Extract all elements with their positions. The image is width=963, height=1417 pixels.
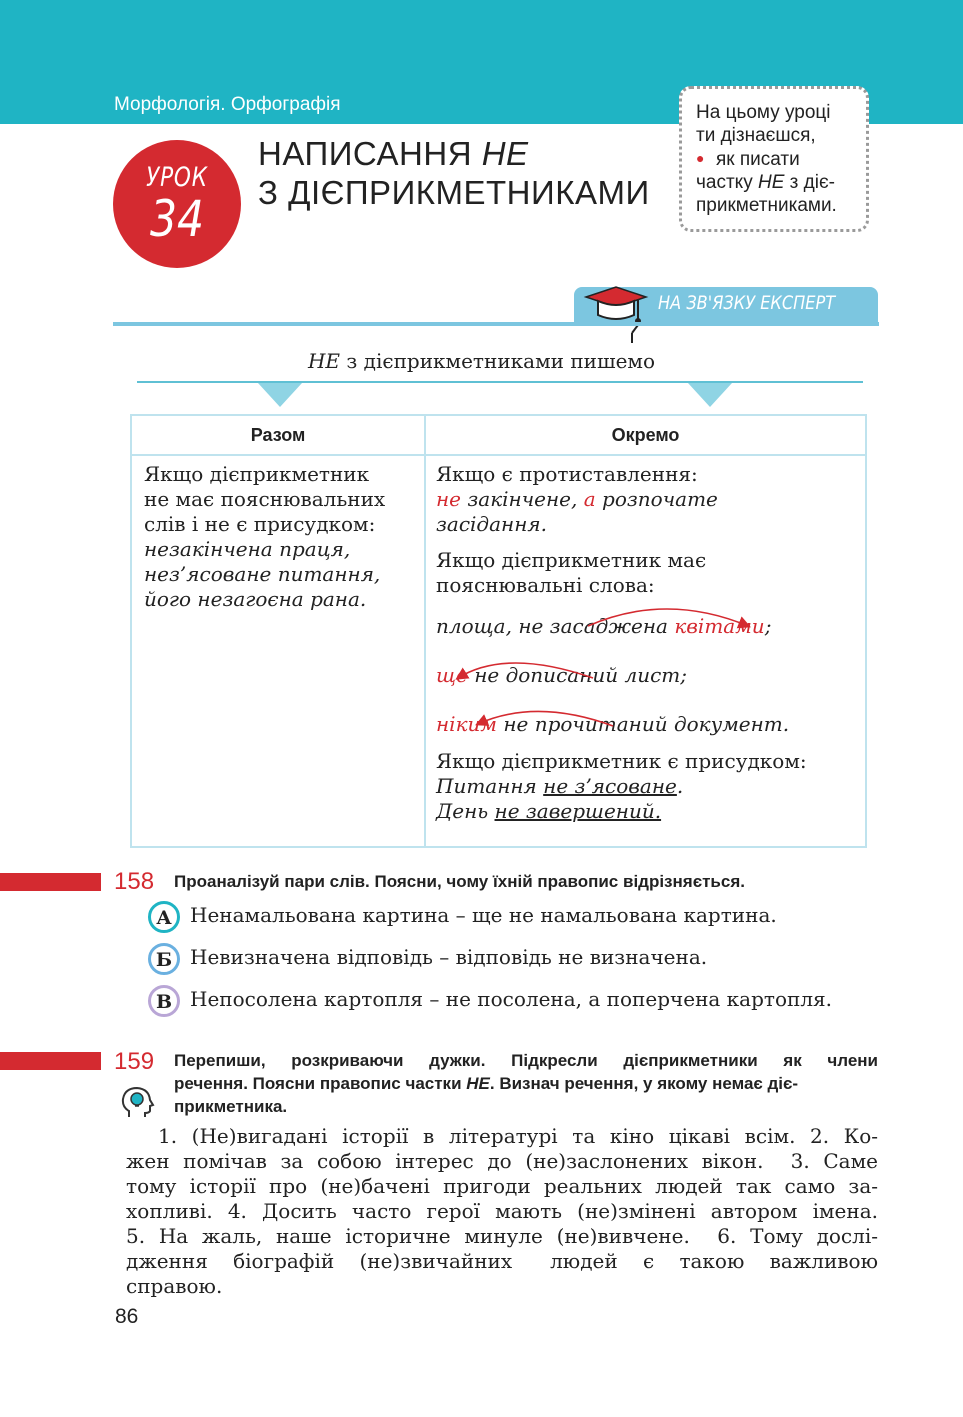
rule-highlight: квітами xyxy=(674,614,765,638)
graduation-cap-icon xyxy=(576,285,656,345)
arrow-down-icon xyxy=(688,383,732,407)
rule-highlight: а xyxy=(583,487,596,511)
option-letter-badge: А xyxy=(148,901,180,933)
goal-line: На цьому уроці xyxy=(696,102,831,123)
rule-highlight: не xyxy=(436,487,462,511)
exercise-line: 1. (Не)вигадані історії в літературі та кіно цікаві всім. 2. Ко- xyxy=(158,1124,878,1148)
exercise-line: жен помічав за собою інтерес до (не)заслонених вікон. 3. Саме xyxy=(126,1149,878,1173)
rule-example: Питання xyxy=(436,774,544,798)
rule-example: його незагоєна рана. xyxy=(144,587,367,611)
rule-example: не прочитаний документ. xyxy=(496,712,790,736)
arrow-icon xyxy=(588,609,748,626)
rule-example: . xyxy=(676,774,684,798)
rule-text: Якщо дієприкметник є присудком: xyxy=(436,749,807,773)
rule-title-text: з дієприкметниками пишемо xyxy=(340,349,656,373)
exercise-line: справою. xyxy=(126,1274,223,1298)
rule-text: Якщо дієприкметник має xyxy=(436,548,707,572)
exercise-marker xyxy=(0,873,101,891)
goal-line: ти дізнаєшся, xyxy=(696,125,816,146)
idea-head-icon xyxy=(119,1085,155,1121)
task-line: прикметника. xyxy=(174,1097,288,1116)
task-line: Перепиши, розкриваючи дужки. Підкресли дієприкметники як члени xyxy=(174,1051,878,1070)
expert-tab xyxy=(574,287,878,323)
rule-example: нез’ясоване питання, xyxy=(144,562,381,586)
page-number: 86 xyxy=(115,1305,139,1328)
dependency-arrows xyxy=(436,602,856,772)
goal-line: як писати xyxy=(716,149,800,170)
exercise-number: 159 xyxy=(114,1048,155,1075)
page-title xyxy=(258,134,650,212)
bullet-icon: ● xyxy=(696,150,705,166)
arrow-down-icon xyxy=(258,383,302,407)
goal-line: з діє- xyxy=(784,172,835,193)
rule-text: слів і не є присудком: xyxy=(144,512,376,536)
exercise-line: дження біографій (не)звичайних людей є такою важливою xyxy=(126,1249,878,1273)
rule-text: пояснювальні слова: xyxy=(436,573,655,597)
task-line: . Визнач речення, у якому немає діє- xyxy=(489,1074,799,1093)
goal-line: частку xyxy=(696,172,758,193)
option-letter-badge: В xyxy=(148,985,180,1017)
separate-cell xyxy=(425,455,866,847)
goal-line: прикметниками. xyxy=(696,195,837,216)
option-text: Ненамальована картина – ще не намальована картина. xyxy=(190,903,777,927)
rule-example: засідання. xyxy=(436,512,547,536)
goal-ne: НЕ xyxy=(757,172,785,193)
rule-example: не дописаний лист; xyxy=(467,663,687,687)
rule-title-ne: НЕ xyxy=(307,349,341,373)
title-ne: НЕ xyxy=(481,135,529,172)
exercise-number: 158 xyxy=(114,868,155,895)
title-part: НАПИСАННЯ xyxy=(258,135,482,172)
exercise-line: 5. На жаль, наше історичне минуле (не)вивчене. 6. Тому дослі- xyxy=(126,1224,878,1248)
lesson-goal-box xyxy=(679,86,869,232)
rule-example: незакінчена праця, xyxy=(144,537,351,561)
exercise-line: тому історії про (не)бачені пригоди реальних людей так само за- xyxy=(126,1174,878,1198)
exercise-task: Проаналізуй пари слів. Поясни, чому їхній правопис відрізняється. xyxy=(174,872,745,891)
option-text: Непосолена картопля – не посолена, а поперчена картопля. xyxy=(190,987,833,1011)
col-header-separate: Окремо xyxy=(425,415,866,455)
lesson-word: УРОК xyxy=(146,162,208,193)
rule-example-underlined: не з’ясоване xyxy=(543,774,677,798)
rule-example: закінчене, xyxy=(461,487,584,511)
col-header-together: Разом xyxy=(131,415,425,455)
exercise-line: хопливі. 4. Досить часто герої мають (не)змінені автором імена. xyxy=(126,1199,878,1223)
section-title: Морфологія. Орфографія xyxy=(114,94,341,115)
rule-text: Якщо дієприкметник xyxy=(144,462,370,486)
lesson-badge xyxy=(113,140,241,268)
rule-title xyxy=(0,349,963,373)
task-line: речення. Поясни правопис частки xyxy=(174,1074,467,1093)
rule-example: ; xyxy=(764,614,772,638)
lesson-number: 34 xyxy=(149,190,205,248)
rule-divider xyxy=(137,381,863,383)
rule-text: Якщо є протиставлення: xyxy=(436,462,698,486)
task-ne: НЕ xyxy=(466,1074,490,1093)
rule-table xyxy=(130,414,867,848)
title-line2: З ДІЄПРИКМЕТНИКАМИ xyxy=(258,174,650,211)
exercise-text xyxy=(126,1124,878,1299)
rule-example-underlined: не завершений. xyxy=(494,799,662,823)
exercise-marker xyxy=(0,1052,101,1070)
exercise-task xyxy=(174,1049,878,1118)
option-letter-badge: Б xyxy=(148,943,180,975)
expert-label: НА ЗВ'ЯЗКУ ЕКСПЕРТ xyxy=(658,292,836,314)
together-cell xyxy=(131,455,425,847)
rule-text: не має пояснювальних xyxy=(144,487,386,511)
rule-example: площа, не засаджена xyxy=(436,614,675,638)
rule-highlight: ще xyxy=(436,663,468,687)
rule-example: розпочате xyxy=(595,487,718,511)
option-text: Невизначена відповідь – відповідь не визначена. xyxy=(190,945,708,969)
rule-example: День xyxy=(436,799,495,823)
arrow-icon xyxy=(458,663,593,678)
arrow-icon xyxy=(478,711,613,726)
rule-highlight: ніким xyxy=(436,712,497,736)
expert-divider xyxy=(113,322,879,326)
